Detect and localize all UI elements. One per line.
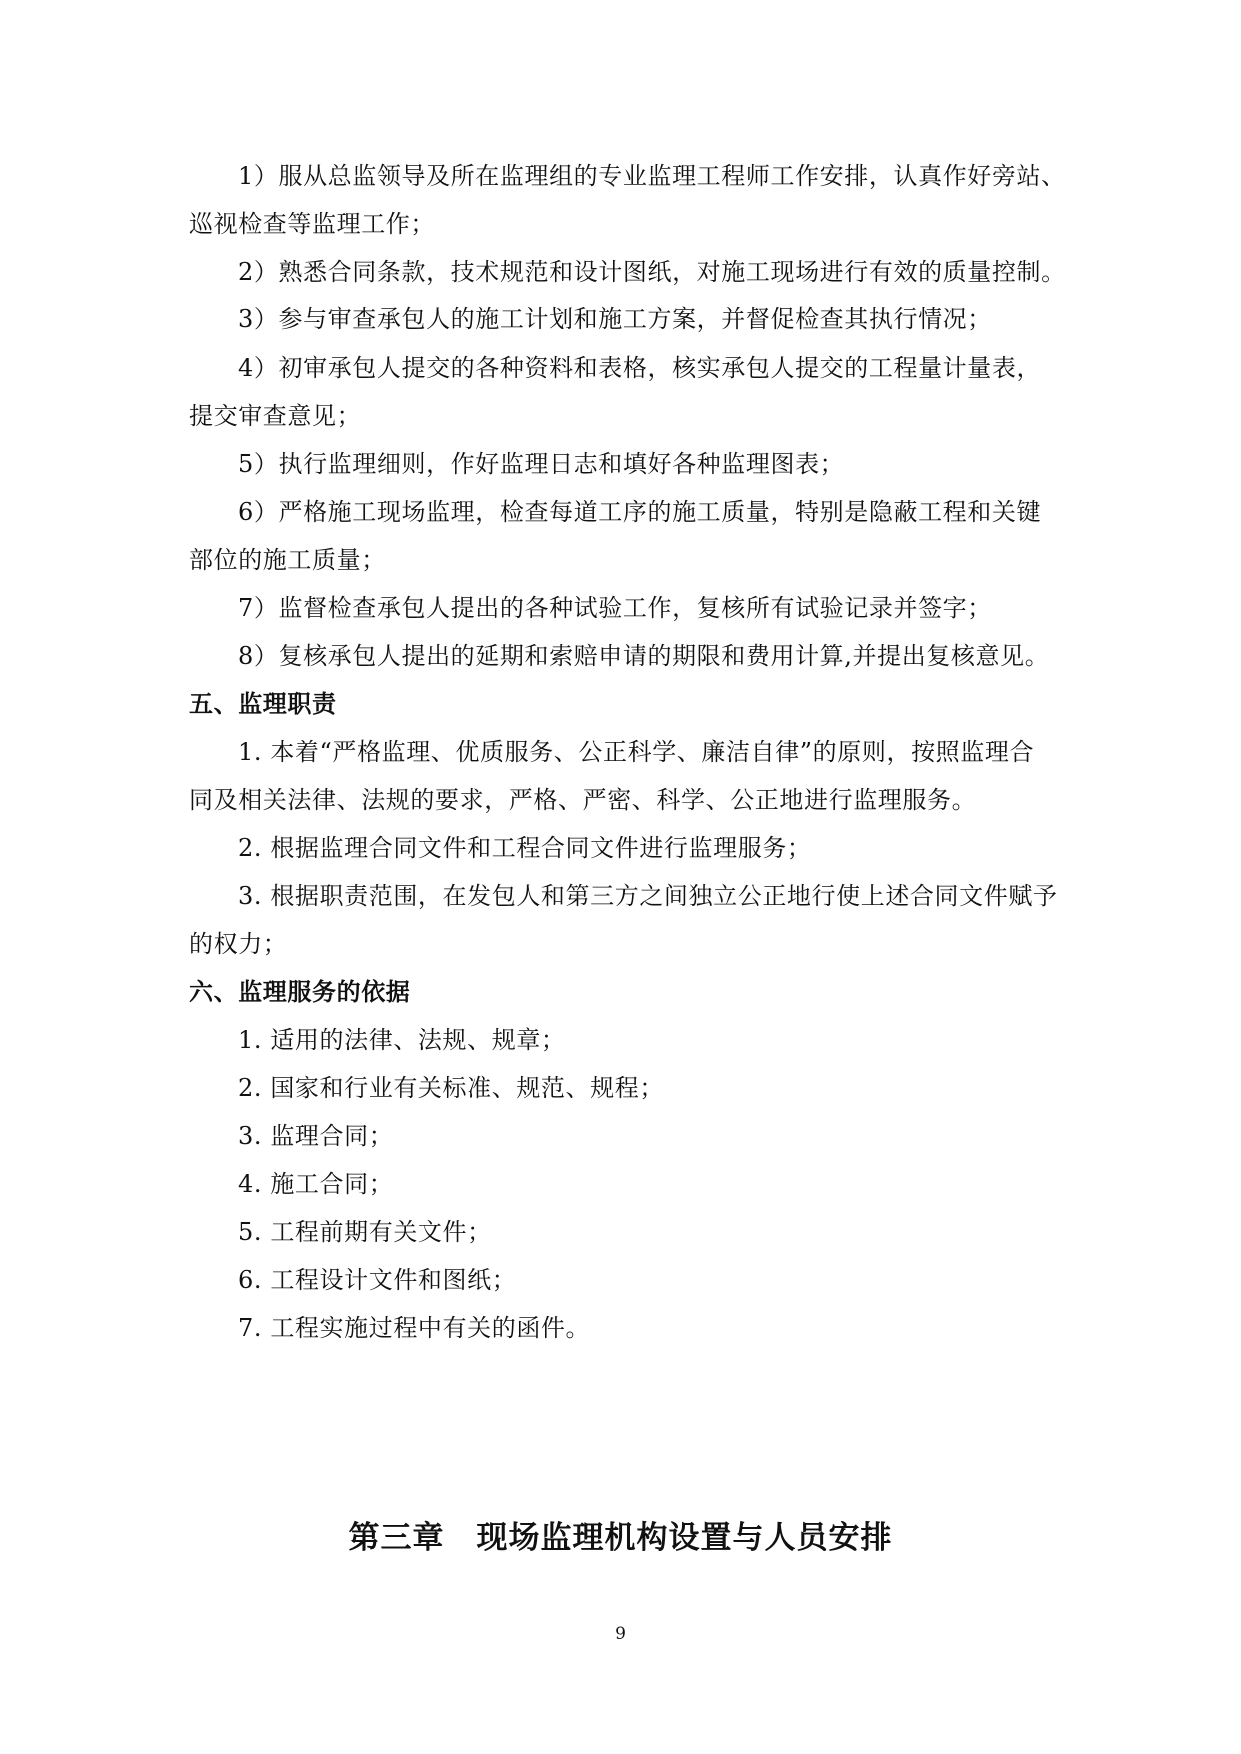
basis-item-7: 7. 工程实施过程中有关的函件。 — [238, 1314, 591, 1342]
responsibility-item-3: 3. 根据职责范围，在发包人和第三方之间独立公正地行使上述合同文件赋予 — [238, 882, 1058, 910]
duty-item-4-continued: 提交审查意见； — [189, 402, 362, 430]
basis-item-3: 3. 监理合同； — [238, 1122, 394, 1150]
basis-item-1: 1. 适用的法律、法规、规章； — [238, 1026, 566, 1054]
duty-item-7: 7）监督检查承包人提出的各种试验工作，复核所有试验记录并签字； — [238, 594, 992, 622]
basis-item-2: 2. 国家和行业有关标准、规范、规程； — [238, 1074, 664, 1102]
duty-item-8: 8）复核承包人提出的延期和索赔申请的期限和费用计算,并提出复核意见。 — [238, 642, 1050, 670]
responsibility-item-1-continued: 同及相关法律、法规的要求，严格、严密、科学、公正地进行监理服务。 — [189, 786, 977, 814]
duty-item-4: 4）初审承包人提交的各种资料和表格，核实承包人提交的工程量计量表， — [238, 354, 1042, 382]
chapter-title: 第三章 现场监理机构设置与人员安排 — [348, 1520, 893, 1556]
duty-item-3: 3）参与审查承包人的施工计划和施工方案，并督促检查其执行情况； — [238, 305, 992, 333]
duty-item-6: 6）严格施工现场监理，检查每道工序的施工质量，特别是隐蔽工程和关键 — [238, 498, 1042, 526]
duty-item-6-continued: 部位的施工质量； — [189, 546, 386, 574]
basis-item-6: 6. 工程设计文件和图纸； — [238, 1266, 517, 1294]
duty-item-1: 1）服从总监领导及所在监理组的专业监理工程师工作安排，认真作好旁站、 — [238, 162, 1066, 190]
responsibility-item-3-continued: 的权力； — [189, 930, 288, 958]
basis-item-5: 5. 工程前期有关文件； — [238, 1218, 492, 1246]
basis-item-4: 4. 施工合同； — [238, 1170, 394, 1198]
responsibility-item-2: 2. 根据监理合同文件和工程合同文件进行监理服务； — [238, 834, 812, 862]
duty-item-5: 5）执行监理细则，作好监理日志和填好各种监理图表； — [238, 450, 845, 478]
duty-item-2: 2）熟悉合同条款，技术规范和设计图纸，对施工现场进行有效的质量控制。 — [238, 258, 1066, 286]
page-number: 9 — [615, 1624, 626, 1644]
duty-item-1-continued: 巡视检查等监理工作； — [189, 210, 435, 238]
responsibility-item-1: 1. 本着“严格监理、优质服务、公正科学、廉洁自律”的原则，按照监理合 — [238, 738, 1035, 766]
section-heading-responsibilities: 五、监理职责 — [189, 690, 337, 718]
section-heading-basis: 六、监理服务的依据 — [189, 978, 411, 1006]
